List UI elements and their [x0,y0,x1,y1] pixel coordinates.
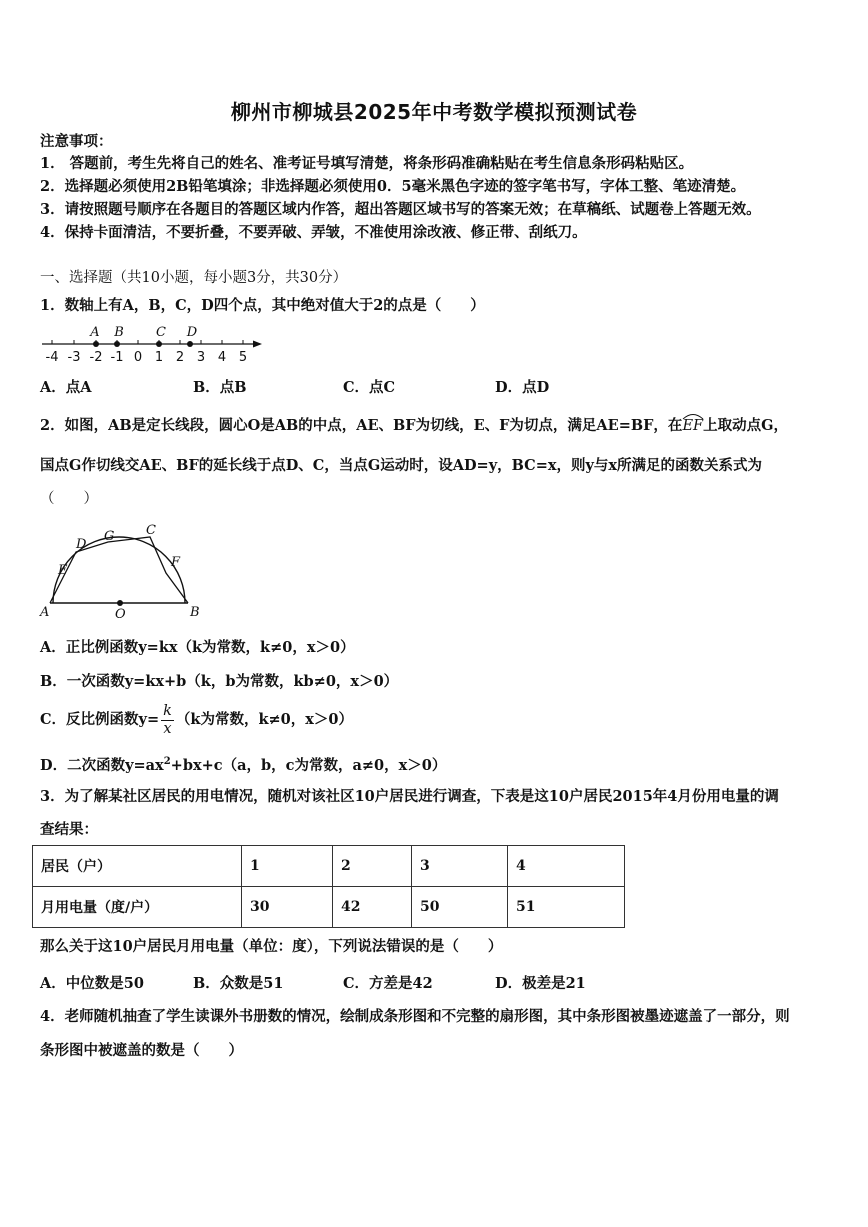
q1-option-c: C．点C [343,379,396,396]
arc-ef [682,416,703,436]
q3-option-b: B．众数是51 [193,975,284,992]
q2-option-d-text: D．二次函数y=ax [40,756,164,774]
table-cell: 42 [333,887,412,928]
q2-stem-line2: 国点G作切线交AE、BF的延长线于点D、C，当点G运动时，设AD=y，BC=x，则y与x所满足的函数关系式为 [40,457,763,474]
notes-heading: 注意事项： [40,133,113,150]
fraction-denominator: x [163,720,172,737]
q3-stem-line2: 查结果： [40,821,98,838]
point-label: B [114,325,124,340]
tick-label: -1 [110,350,124,365]
table-cell: 月用电量（度/户） [33,887,242,928]
q2-stem-part: 上取动点G， [703,417,788,434]
figure-label: B [190,605,200,620]
q4-stem-line2: 条形图中被遮盖的数是（ ） [40,1042,243,1059]
table-row [33,846,625,887]
tick-label: 4 [217,350,227,365]
figure-label: O [115,607,126,622]
table-cell: 3 [412,846,508,887]
q2-stem-part: 2．如图，AB是定长线段，圆心O是AB的中点，AE、BF为切线，E、F为切点，满足AE=BF，在 [40,417,683,434]
q1-stem: 1．数轴上有A，B，C，D四个点，其中绝对值大于2的点是（ ） [40,297,485,314]
fraction-k-over-x [161,703,174,738]
q3-stem-line1: 3．为了解某社区居民的用电情况，随机对该社区10户居民进行调查，下表是这10户居民2015年4月份用电量的调 [40,788,779,805]
q2-option-d [40,752,446,776]
point-label: A [90,325,100,340]
table-cell: 1 [242,846,333,887]
q2-option-a: A．正比例函数y=kx（k为常数，k≠0，x＞0） [40,639,355,656]
q3-option-a: A．中位数是50 [40,975,144,992]
q3-option-c: C．方差是42 [343,975,433,992]
q4-stem-line1: 4．老师随机抽查了学生读课外书册数的情况，绘制成条形图和不完整的扇形图，其中条形图被墨迹遮盖了一部分，则 [40,1008,790,1025]
tick-label: 5 [238,350,248,365]
point-label: D [186,325,198,340]
q1-option-d: D．点D [495,379,550,396]
fraction-numerator: k [163,702,172,719]
tick-label: -3 [67,350,81,365]
q1-option-a: A．点A [40,379,92,396]
note-item: 4．保持卡面清洁，不要折叠，不要弄破、弄皱，不准使用涂改液、修正带、刮纸刀。 [40,224,587,241]
point-d [187,341,193,347]
number-line-figure [40,324,265,366]
figure-label: A [40,605,50,620]
electricity-table [32,845,625,928]
figure-label: F [171,555,181,570]
table-row [33,887,625,928]
note-item: 2．选择题必须使用2B铅笔填涂；非选择题必须使用0．5毫米黑色字迹的签字笔书写，字体工整、笔迹清楚。 [40,178,746,195]
q2-option-d-text: +bx+c（a，b，c为常数，a≠0，x＞0） [170,756,447,774]
arc-label: EF [682,418,704,434]
figure-label: G [104,529,115,544]
table-cell: 2 [333,846,412,887]
semicircle-figure [36,520,206,624]
table-cell: 居民（户） [33,846,242,887]
point-b [114,341,120,347]
tick-label: 3 [196,350,206,365]
tick-label: 2 [175,350,185,365]
q2-option-c-text: C．反比例函数y= [40,711,160,728]
tick-label: 1 [154,350,164,365]
q1-option-b: B．点B [193,379,247,396]
q2-option-c-text: （k为常数，k≠0，x＞0） [175,711,353,728]
table-cell: 51 [508,887,625,928]
figure-label: E [58,563,68,578]
q2-stem-line3: （ ） [40,491,98,507]
q3-question: 那么关于这10户居民月用电量（单位：度），下列说法错误的是（ ） [40,938,503,955]
table-cell: 4 [508,846,625,887]
arc-mark-icon [682,412,704,420]
tick-label: -4 [45,350,59,365]
note-item: 3．请按照题号顺序在各题目的答题区域内作答，超出答题区域书写的答案无效；在草稿纸、试题卷上答题无效。 [40,201,761,218]
q3-option-d: D．极差是21 [495,975,586,992]
figure-label: D [76,537,87,552]
section-heading: 一、选择题（共10小题，每小题3分，共30分） [40,270,348,286]
center-point [117,600,123,606]
figure-label: C [146,523,156,538]
tick-label: -2 [89,350,103,365]
q2-option-c [40,702,353,738]
point-label: C [156,325,166,340]
table-cell: 30 [242,887,333,928]
note-item: 1． 答题前，考生先将自己的姓名、准考证号填写清楚，将条形码准确粘贴在考生信息条形码粘贴区。 [40,155,694,172]
exponent: 2 [163,756,171,767]
page-title: 柳州市柳城县2025年中考数学模拟预测试卷 [230,100,638,124]
point-a [93,341,99,347]
table-cell: 50 [412,887,508,928]
point-c [156,341,162,347]
q2-option-b: B．一次函数y=kx+b（k，b为常数，kb≠0，x＞0） [40,673,399,690]
q2-stem-line1 [40,416,788,436]
tick-label: 0 [133,350,143,365]
